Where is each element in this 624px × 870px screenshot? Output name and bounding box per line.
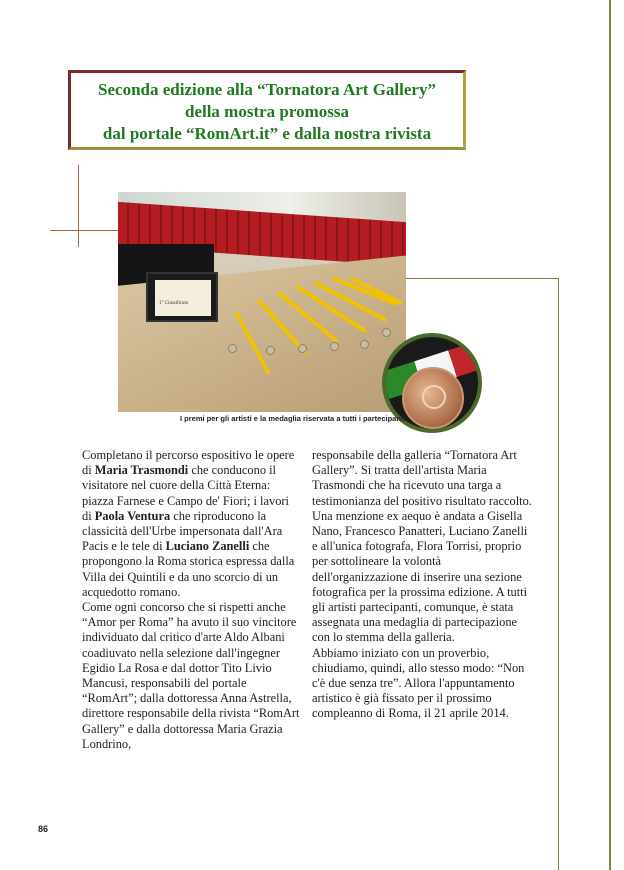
deco-vertical-line-left xyxy=(78,165,79,247)
title-line-1: Seconda edizione alla “Tornatora Art Gallery” xyxy=(98,80,436,99)
medal-2 xyxy=(266,346,275,355)
award-plaque-face xyxy=(155,280,211,316)
title-line-3: dal portale “RomArt.it” e dalla nostra rivista xyxy=(102,124,432,143)
awards-photo xyxy=(118,192,406,412)
medal-coin xyxy=(402,367,464,429)
medal-3 xyxy=(298,344,307,353)
page-edge-line xyxy=(609,0,611,870)
gallery-emblem-icon xyxy=(422,385,446,409)
deco-horizontal-line-left xyxy=(50,230,120,231)
paragraph: Completano il percorso espositivo le opere di Maria Trasmondi che conducono il visitatore nel cuore della Città Eterna: piazza Farnese e Campo de' Fiori; i lavori di Paola Ventura che riproducono la classicità dell'Urbe impersonata dall'Ara Pacis e le tele di Luciano Zanelli che propongono la Roma storica espressa dalla Villa dei Quintili e da uno scorcio di un acquedotto romano. xyxy=(82,448,295,599)
article-title-box xyxy=(68,70,466,150)
paragraph: Abbiamo iniziato con un proverbio, chiudiamo, quindi, allo stesso modo: “Non c'è due senza tre”. Allora l'appuntamento artistico è già fissato per il prossimo compleanno di Roma, il 21 aprile 2014. xyxy=(312,645,525,721)
photo-caption: I premi per gli artisti e la medaglia riservata a tutti i partecipanti xyxy=(180,414,406,423)
text-column-right xyxy=(312,448,532,722)
deco-vertical-line-right xyxy=(558,278,559,870)
award-plaque-text: 1° Classificato xyxy=(159,301,189,306)
award-plaque xyxy=(146,272,218,322)
page-number: 86 xyxy=(38,824,49,834)
text-column-left xyxy=(82,448,300,752)
paragraph: Una menzione ex aequo è andata a Gisella Nano, Francesco Panatteri, Luciano Zanelli e all'unica fotografa, Flora Torrisi, proprio per sottolineare la volontà dell'organizzazione di inserire una sezione fotografica per la prossima edizione. A tutti gli artisti partecipanti, comunque, è stata assegnata una medaglia di partecipazione con lo stemma della galleria. xyxy=(312,508,528,645)
deco-horizontal-line-right xyxy=(406,278,558,279)
title-line-2: della mostra promossa xyxy=(184,102,349,121)
medal-4 xyxy=(330,342,339,351)
medal-6 xyxy=(382,328,391,337)
medal-1 xyxy=(228,344,237,353)
paragraph: Come ogni concorso che si rispetti anche “Amor per Roma” ha avuto il suo vincitore individuato dal critico d'arte Aldo Albani coadiuvato nella selezione dall'ingegner Egidio La Rosa e dal dottor Tito Livio Mancusi, responsabili del portale “RomArt”; dalla dottoressa Anna Astrella, direttore responsabile della rivista “RomArt Gallery” e dalla dottoressa Maria Grazia Londrino, xyxy=(82,600,300,751)
medal-5 xyxy=(360,340,369,349)
paragraph: responsabile della galleria “Tornatora Art Gallery”. Si tratta dell'artista Maria Trasmondi che ha ricevuto una targa a testimonianza del positivo risultato raccolto. xyxy=(312,448,532,508)
